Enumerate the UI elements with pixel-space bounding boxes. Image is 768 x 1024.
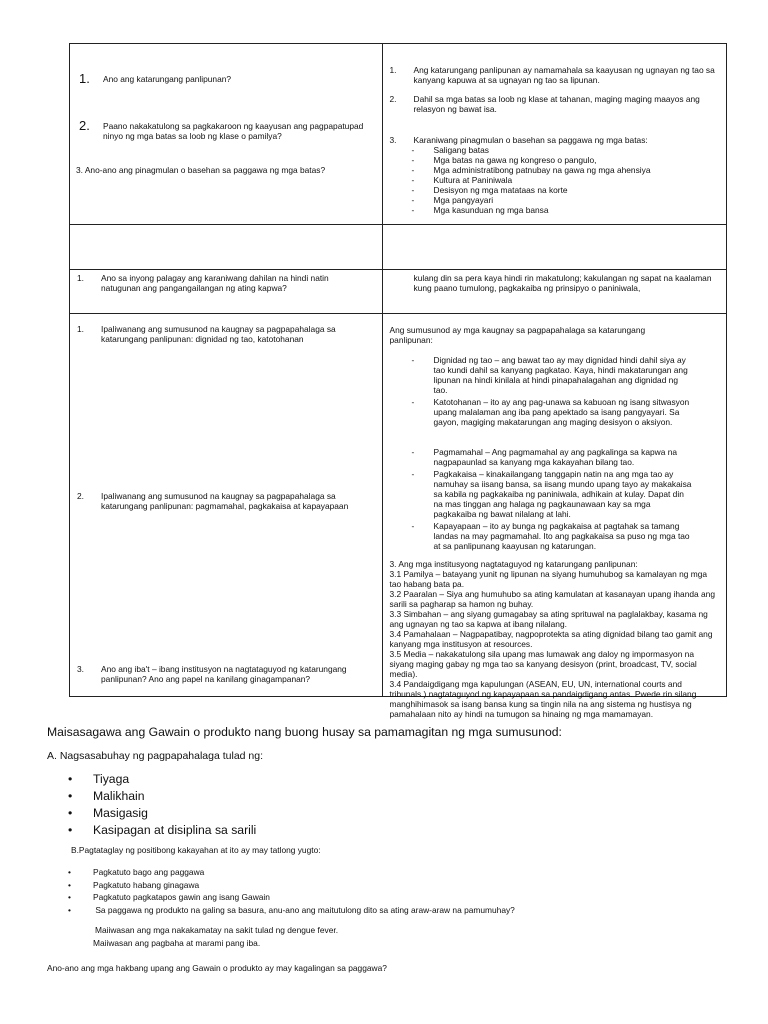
list-item — [68, 771, 256, 788]
dash-marker: - — [411, 447, 415, 457]
bullet-marker: • — [68, 867, 71, 877]
list-item-label: Pagkatuto pagkatapos gawin ang isang Gawain — [93, 892, 270, 902]
dash-marker: - — [411, 469, 415, 479]
answer-number: 2. — [389, 94, 397, 104]
list-item: Mga kasunduan ng mga bansa — [433, 205, 549, 215]
question-text: Ano sa inyong palagay ang karaniwang dahilan na hindi natin natugunan ang pangangailangan ng ating kapwa? — [101, 273, 329, 293]
table-row — [70, 225, 727, 270]
note-line: Maiiwasan ang pagbaha at marami pang iba. — [93, 938, 261, 948]
question-text: Ipaliwanang ang sumusunod na kaugnay sa pagpapahalaga sa katarungang panlipunan: dignidad ng tao, katotohanan — [101, 324, 336, 344]
table-cell — [382, 270, 726, 314]
list-item — [68, 879, 515, 892]
table-row — [70, 314, 727, 697]
table-cell — [70, 270, 383, 314]
dash-marker: - — [411, 397, 415, 407]
list-item: Mga administratibong patnubay na gawa ng mga ahensiya — [433, 165, 651, 175]
question-text: Ano ang iba't – ibang institusyon na nagtataguyod ng katarungang panlipunan? Ano ang papel na kanilang ginagampanan? — [101, 664, 347, 684]
list-item: 3.4 Pandaigdigang mga kapulungan (ASEAN, EU, UN, international courts and tribunals.) nagtataguyod ng kapayapaan sa pandaigdigang antas. Pwede rin silang manghihimasok sa isang bansa kung sa tingin nila na ang sistema ng hustisya ng pamahalaan nito ay hindi na tumugon sa hinaing ng mga mamamayan. — [389, 679, 697, 719]
answer-text: kulang din sa pera kaya hindi rin makatulong; kakulangan ng sapat na kaalaman kung paano tumulong, pagkakaiba ng prinsipyo o paniniwala, — [413, 273, 712, 293]
list-item: 3. Ang mga institusyong nagtataguyod ng katarungang panlipunan: — [389, 559, 638, 569]
stages-bullet-list — [68, 866, 515, 916]
answer-text: Dahil sa mga batas sa loob ng klase at tahanan, maging maging maayos ang relasyon ng bawat isa. — [413, 94, 700, 114]
dash-marker: - — [411, 205, 415, 215]
list-item: 3.4 Pamahalaan – Nagpapatibay, nagpoprotekta sa ating dignidad bilang tao gamit ang kanyang mga institusyon at resources. — [389, 629, 713, 649]
table-row — [70, 270, 727, 314]
dash-marker: - — [411, 155, 415, 165]
question-number: 2. — [77, 491, 84, 501]
list-item — [68, 805, 256, 822]
dash-marker: - — [411, 355, 415, 365]
list-item: Katotohanan – ito ay ang pag-unawa sa kabuoan ng isang sitwasyon upang malalaman ang iba pang apektado sa isang pangyayari. Sa gayon, magiging makatarungan ang maging desisyon o aksiyon. — [433, 397, 690, 427]
question-text: 3. Ano-ano ang pinagmulan o basehan sa paggawa ng mga batas? — [76, 165, 326, 175]
question-text: Ano ang katarungang panlipunan? — [103, 74, 232, 84]
bullet-marker: • — [68, 904, 71, 915]
list-item: Kapayapaan – ito ay bunga ng pagkakaisa at pagtahak sa tamang landas na may pagmamahal. Ito ang pagkakaisa sa puso ng mga tao at sa panlipunang kaayusan ng katarungan. — [433, 521, 690, 551]
answer-table — [69, 43, 727, 719]
values-list-2 — [412, 447, 722, 551]
table-cell — [382, 314, 726, 719]
values-bullet-list — [68, 771, 257, 839]
question-number: 2. — [79, 118, 90, 133]
bullet-marker: • — [68, 772, 73, 786]
question-number: 3. — [77, 664, 84, 674]
table-cell — [70, 44, 383, 225]
list-item-label: Kasipagan at disiplina sa sarili — [93, 823, 257, 837]
question-number: 1. — [79, 71, 90, 86]
list-item: 3.1 Pamilya – batayang yunit ng lipunan na siyang humuhubog sa kamalayan ng mga tao habang bata pa. — [389, 569, 708, 589]
list-item-label: Sa paggawa ng produkto na galing sa basura, anu-ano ang maitutulong dito sa ating araw-araw na pamumuhay? — [93, 904, 515, 915]
section-b-heading: B.Pagtataglay ng positibong kakayahan at ito ay may tatlong yugto: — [71, 845, 321, 855]
question-text: Paano nakakatulong sa pagkakaroon ng kaayusan ang pagpapatupad ninyo ng mga batas sa loob ng klase o pamilya? — [103, 121, 364, 141]
basis-list — [412, 145, 712, 215]
list-item: Desisyon ng mga matataas na korte — [433, 185, 568, 195]
list-item — [68, 904, 515, 917]
table-cell — [70, 314, 383, 697]
values-list-1 — [412, 355, 722, 427]
list-item: Pagmamahal – Ang pagmamahal ay ang pagkalinga sa kapwa na nagpapaunlad sa kanyang mga kakayahan bilang tao. — [433, 447, 678, 467]
question-number: 1. — [77, 273, 84, 283]
question-text: Ipaliwanang ang sumusunod na kaugnay sa pagpapahalaga sa katarungang panlipunan: pagmamahal, pagkakaisa at kapayapaan — [101, 491, 349, 511]
list-item-label: Pagkatuto habang ginagawa — [93, 879, 200, 890]
table-cell — [70, 225, 383, 270]
answer-intro: Ang sumusunod ay mga kaugnay sa pagpapahalaga sa katarungang panlipunan: — [389, 325, 646, 345]
list-item: 3.2 Paaralan – Siya ang humuhubo sa ating kamulatan at kasanayan upang ihanda ang sarili sa pagharap sa hamon ng buhay. — [389, 589, 715, 609]
closing-question: Ano-ano ang mga hakbang upang ang Gawain o produkto ay may kagalingan sa paggawa? — [47, 963, 387, 973]
list-item-label: Tiyaga — [93, 772, 130, 786]
answer-number: 1. — [389, 65, 397, 75]
intro-paragraph: Maisasagawa ang Gawain o produkto nang buong husay sa pamamagitan ng mga sumusunod: — [47, 725, 562, 739]
list-item: Kultura at Paniniwala — [433, 175, 513, 185]
dash-marker: - — [411, 185, 415, 195]
question-number: 1. — [77, 324, 84, 334]
list-item: Pagkakaisa – kinakailangang tanggapin natin na ang mga tao ay namuhay sa iisang bansa, sa iisang mundo upang tayo ay makakaisa sa kabila ng pagkakaiba ng paniniwala, adhikain at kulay. Dapat din na mas tinggan ang halaga ng pagkaunawaan kay sa mga pagkakaiba ng bawat nilalang at lahi. — [433, 469, 692, 519]
list-item — [68, 822, 257, 839]
list-item: 3.5 Media – nakakatulong sila upang mas lumawak ang daloy ng impormasyon na siyang maging gabay ng mga tao sa kanyang desisyon (print, broadcast, TV, social media). — [389, 649, 697, 679]
list-item — [68, 866, 515, 879]
dash-marker: - — [411, 165, 415, 175]
list-item: Saligang batas — [433, 145, 489, 155]
list-item — [68, 788, 256, 805]
list-item-label: Malikhain — [93, 789, 145, 803]
list-item-label: Masigasig — [93, 806, 148, 820]
bullet-marker: • — [68, 806, 73, 820]
bullet-marker: • — [68, 879, 71, 890]
answer-text: Karaniwang pinagmulan o basehan sa paggawa ng mga batas: — [413, 135, 648, 145]
bullet-marker: • — [68, 789, 73, 803]
dash-marker: - — [411, 521, 415, 531]
dash-marker: - — [411, 195, 415, 205]
table-cell — [382, 225, 726, 270]
section-a-heading: A. Nagsasabuhay ng pagpapahalaga tulad ng: — [47, 750, 264, 762]
dash-marker: - — [411, 145, 415, 155]
note-line: Maiiwasan ang mga nakakamatay na sakit tulad ng dengue fever. — [95, 925, 339, 935]
answer-number: 3. — [389, 135, 397, 145]
table-row — [70, 44, 727, 225]
dash-marker: - — [411, 175, 415, 185]
answer-text: Ang katarungang panlipunan ay namamahala sa kaayusan ng ugnayan ng tao sa kanyang kapuwa at sa ugnayan ng tao sa lipunan. — [413, 65, 715, 85]
table-cell — [382, 44, 726, 225]
list-item: Dignidad ng tao – ang bawat tao ay may dignidad hindi dahil siya ay tao kundi dahil sa kanyang pagkatao. Kaya, hindi makatarungan ang lipunan na hindi kinilala at hindi pinapahalagahan ang dignidad ng tao. — [433, 355, 688, 395]
list-item: 3.3 Simbahan – ang siyang gumagabay sa ating sprituwal na paglalakbay, kasama ng ang ugnayan ng tao sa kapwa at ibang nilalang. — [389, 609, 708, 629]
list-item: Mga pangyayari — [433, 195, 494, 205]
list-item: Mga batas na gawa ng kongreso o pangulo, — [433, 155, 597, 165]
bullet-marker: • — [68, 892, 71, 902]
list-item-label: Pagkatuto bago ang paggawa — [93, 867, 205, 877]
list-item — [68, 891, 515, 904]
institutions-list — [390, 559, 720, 719]
bullet-marker: • — [68, 823, 73, 837]
